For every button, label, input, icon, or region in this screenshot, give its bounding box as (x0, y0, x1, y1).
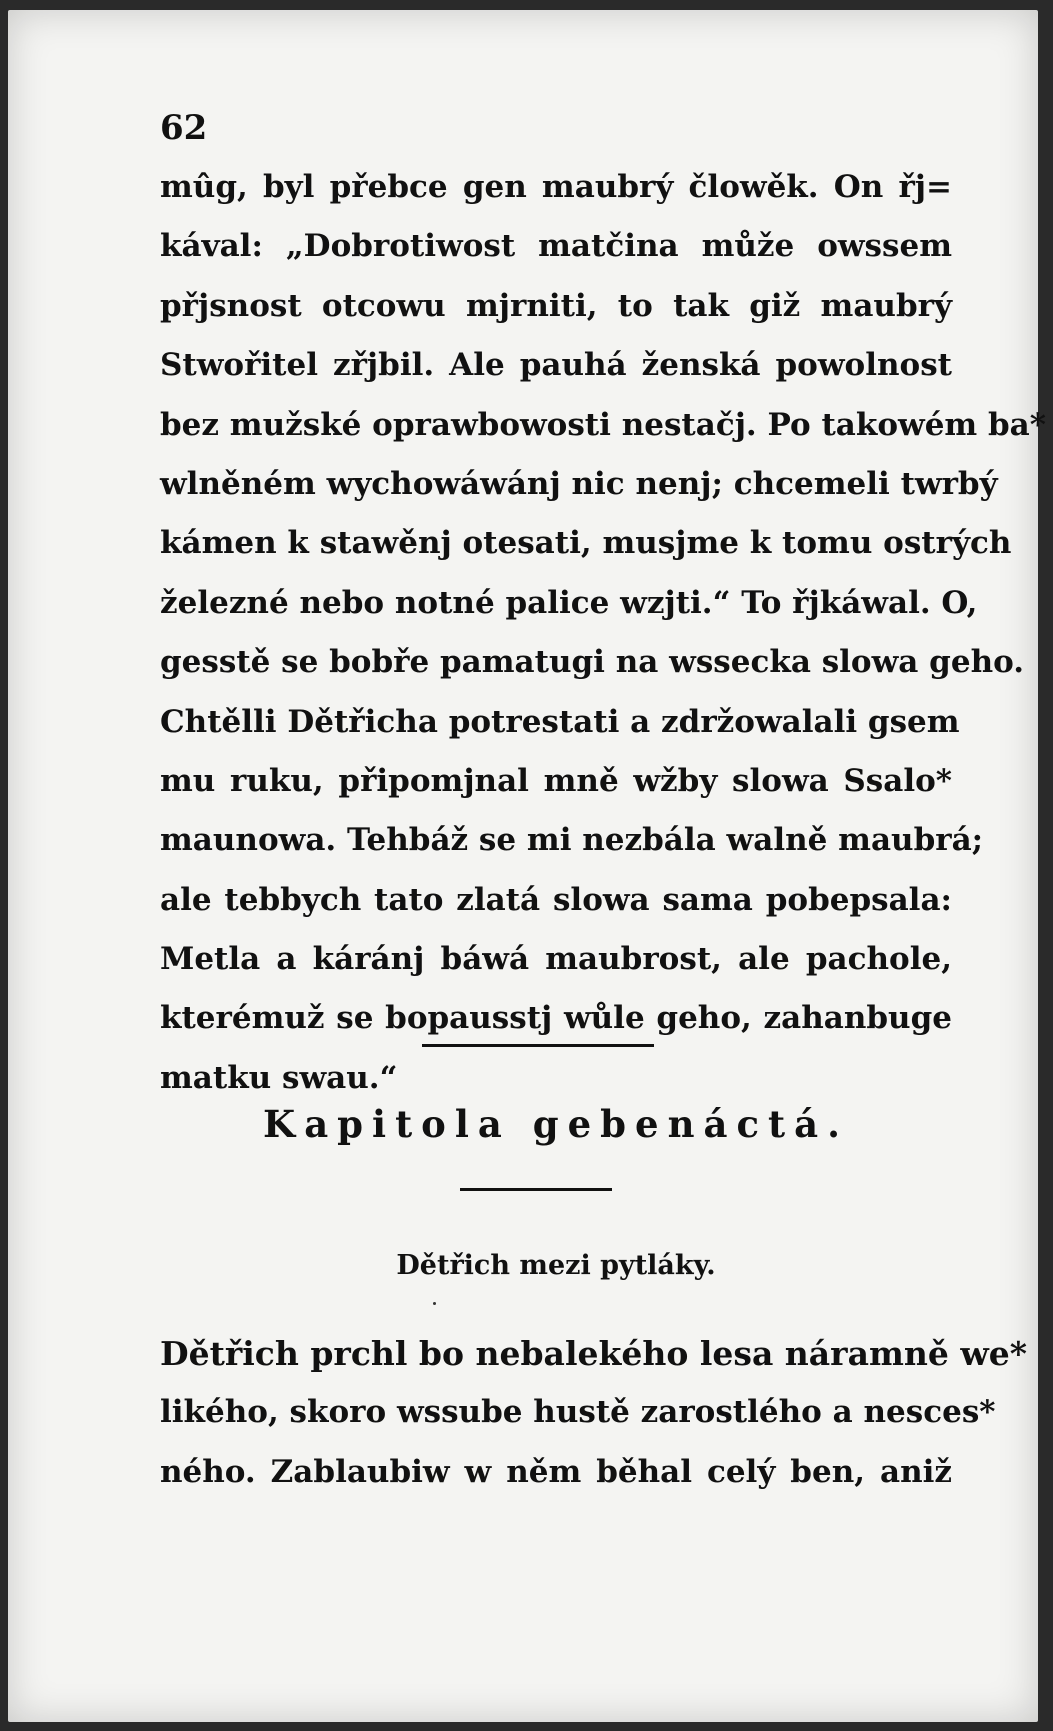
text-line: kterémuž se bopausstj wůle geho, zahanbuge (160, 1000, 952, 1037)
text-line: bez mužské oprawbowosti nestačj. Po takowém ba* (160, 406, 1046, 443)
print-speck (433, 1302, 436, 1305)
text-line: Metla a káránj báwá maubrost, ale pachole, (160, 941, 952, 978)
text-line: Stwořitel zřjbil. Ale pauhá ženská powolnost (160, 347, 952, 384)
text-line: přjsnost otcowu mjrniti, to tak giž maubrý (160, 287, 952, 324)
text-line: kámen k stawěnj otesati, musjme k tomu ostrých (160, 525, 1012, 562)
text-line: mu ruku, připomjnal mně wžby slowa Ssalo* (160, 762, 952, 799)
text-line: železné nebo notné palice wzjti.“ To řjkáwal. O, (160, 584, 978, 621)
text-line: kával: „Dobrotiwost matčina může owssem (160, 228, 952, 265)
text-line: maunowa. Tehbáž se mi nezbála walně maubrá; (160, 822, 984, 859)
text-line: mûg, byl přebce gen maubrý člowěk. On řj= (160, 169, 952, 205)
text-line: likého, skoro wssube hustě zarostlého a nesces* (160, 1394, 996, 1431)
page-number: 62 (160, 108, 208, 148)
paragraph (160, 158, 1046, 1108)
text-line: matku swau.“ (160, 1059, 398, 1096)
chapter-paragraph (160, 1324, 1028, 1502)
divider-rule-top (422, 1044, 654, 1047)
text-line: Dětřich prchl bo nebalekého lesa náramně we* (160, 1334, 1028, 1373)
book-page (8, 10, 1046, 1722)
chapter-subtitle: Dětřich mezi pytláky. (396, 1250, 716, 1281)
chapter-title: Kapitola gebenáctá. (263, 1102, 849, 1146)
text-line: wlněném wychowáwánj nic nenj; chcemeli twrbý (160, 465, 998, 502)
text-line: ale tebbych tato zlatá slowa sama pobepsala: (160, 881, 952, 918)
text-line: gesstě se bobře pamatugi na wssecka slowa geho. (160, 644, 1025, 681)
text-line: Chtělli Dětřicha potrestati a zdržowalali gsem (160, 703, 960, 740)
divider-rule-bottom (460, 1188, 612, 1191)
text-line: ného. Zablaubiw w něm běhal celý ben, aniž (160, 1453, 952, 1490)
